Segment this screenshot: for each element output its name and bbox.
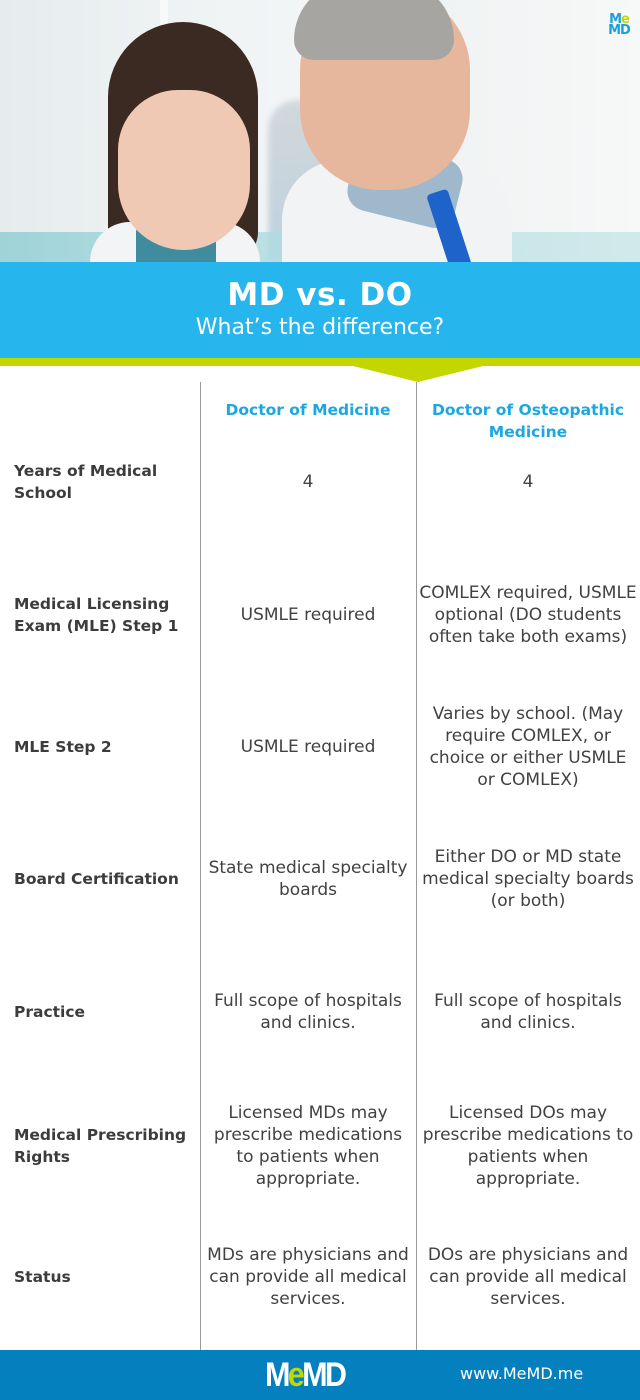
accent-bar bbox=[0, 358, 640, 366]
female-doctor-face bbox=[118, 90, 250, 250]
md-cell: USMLE required bbox=[240, 605, 376, 625]
md-cell: USMLE required bbox=[240, 737, 376, 757]
row-label: Practice bbox=[14, 1003, 86, 1021]
logo-e: e bbox=[287, 1356, 303, 1394]
column-divider bbox=[200, 382, 201, 1350]
do-cell: COMLEX required, USMLE optional (DO students often take both exams) bbox=[419, 583, 637, 647]
logo-md: MD bbox=[302, 1356, 345, 1394]
memd-corner-logo bbox=[606, 14, 632, 36]
memd-footer-logo bbox=[265, 1356, 344, 1395]
male-doctor-hair bbox=[294, 0, 454, 60]
row-label: Years of Medical School bbox=[14, 462, 158, 502]
column-header-do: Doctor of Osteopathic Medicine bbox=[431, 401, 625, 441]
do-cell: DOs are physicians and can provide all medical services. bbox=[427, 1245, 629, 1309]
row-label: Medical Prescribing Rights bbox=[14, 1126, 187, 1166]
row-label: Board Certification bbox=[14, 870, 179, 888]
row-label: MLE Step 2 bbox=[14, 738, 112, 756]
logo-m: M bbox=[609, 12, 622, 27]
website-link[interactable]: www.MeMD.me bbox=[460, 1364, 584, 1383]
md-cell: Licensed MDs may prescribe medications to patients when appropriate. bbox=[213, 1103, 403, 1189]
column-divider bbox=[416, 382, 417, 1350]
md-cell: Full scope of hospitals and clinics. bbox=[214, 991, 402, 1033]
logo-m: M bbox=[265, 1356, 288, 1394]
chevron-down-icon bbox=[353, 366, 483, 382]
md-cell: 4 bbox=[302, 472, 314, 492]
hero-photo bbox=[0, 0, 640, 262]
title-banner bbox=[0, 262, 640, 358]
footer bbox=[0, 1350, 640, 1400]
logo-e: e bbox=[621, 12, 629, 27]
page-subtitle: What’s the difference? bbox=[195, 315, 445, 340]
do-cell: Full scope of hospitals and clinics. bbox=[434, 991, 622, 1033]
md-cell: MDs are physicians and can provide all medical services. bbox=[207, 1245, 409, 1309]
column-header-md: Doctor of Medicine bbox=[225, 401, 391, 419]
row-label: Medical Licensing Exam (MLE) Step 1 bbox=[14, 595, 179, 635]
do-cell: Licensed DOs may prescribe medications to patients when appropriate. bbox=[422, 1103, 634, 1189]
do-cell: Either DO or MD state medical specialty boards (or both) bbox=[422, 847, 634, 911]
row-label: Status bbox=[14, 1268, 71, 1286]
do-cell: Varies by school. (May require COMLEX, or choice or either USMLE or COMLEX) bbox=[429, 704, 627, 790]
do-cell: 4 bbox=[522, 472, 534, 492]
page-title: MD vs. DO bbox=[227, 277, 413, 313]
logo-md: MD bbox=[608, 23, 630, 38]
md-cell: State medical specialty boards bbox=[208, 858, 408, 900]
